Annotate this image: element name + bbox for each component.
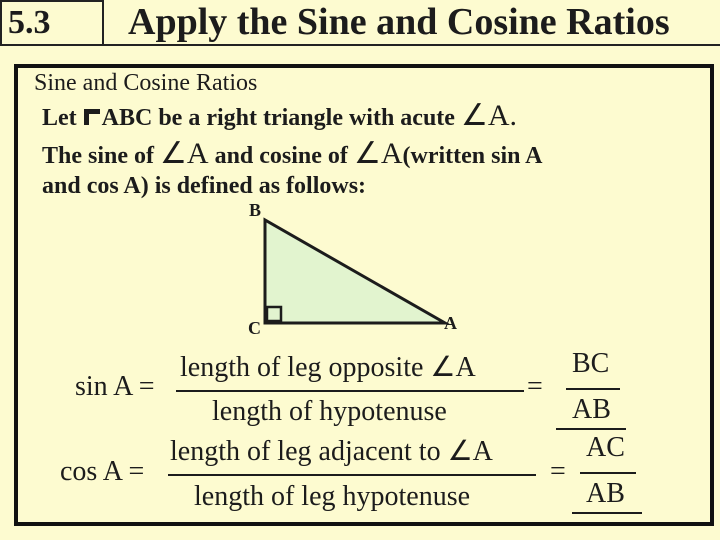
- line2-suffix: (written sin A: [402, 143, 543, 169]
- cosine-ratio-top: AC: [586, 432, 625, 463]
- sine-numerator: length of leg opposite ∠A: [180, 352, 476, 383]
- sine-lhs: sin A =: [75, 371, 155, 402]
- sine-denominator: length of hypotenuse: [212, 396, 447, 427]
- line1-period: .: [509, 99, 518, 132]
- cosine-ratio-bar: [580, 472, 636, 474]
- line1-body: ABC be a right triangle with acute: [101, 105, 461, 131]
- angle-a-label-3: ∠A: [353, 137, 403, 170]
- triangle-symbol-icon: [83, 107, 101, 127]
- sine-ratio-bar: [566, 388, 620, 390]
- triangle-shape: [265, 220, 445, 323]
- vertex-a-label: A: [444, 313, 457, 333]
- angle-a-label-2: ∠A: [160, 137, 209, 170]
- definition-line-1: [42, 98, 517, 133]
- sine-ratio-top: BC: [572, 348, 610, 379]
- angle-a-label: ∠A: [460, 99, 510, 132]
- cosine-lhs: cos A =: [60, 456, 145, 487]
- section-number: 5.3: [8, 4, 51, 41]
- definition-line-2: [42, 136, 543, 171]
- header-divider: [104, 44, 720, 46]
- definition-line-3: and cos A) is defined as follows:: [42, 173, 367, 199]
- line1-prefix: Let: [42, 105, 83, 131]
- section-number-box: [0, 0, 104, 46]
- vertex-b-label: B: [249, 200, 262, 220]
- line2-body: and cosine of: [208, 143, 354, 169]
- cosine-ratio-bottom: AB: [586, 478, 625, 509]
- sine-ratio-underline: [556, 428, 626, 430]
- sine-fraction-bar: [176, 390, 524, 392]
- cosine-fraction-bar: [168, 474, 536, 476]
- sine-equals: =: [527, 371, 543, 402]
- slide-title: Apply the Sine and Cosine Ratios: [128, 1, 670, 43]
- section-subtitle: Sine and Cosine Ratios: [34, 70, 258, 96]
- cosine-equals: =: [550, 456, 566, 487]
- cosine-ratio-underline: [572, 512, 642, 514]
- sine-ratio-bottom: AB: [572, 394, 611, 425]
- line2-prefix: The sine of: [42, 143, 161, 169]
- cosine-denominator: length of leg hypotenuse: [194, 481, 471, 512]
- cosine-numerator: length of leg adjacent to ∠A: [170, 436, 493, 467]
- vertex-c-label: C: [248, 318, 261, 338]
